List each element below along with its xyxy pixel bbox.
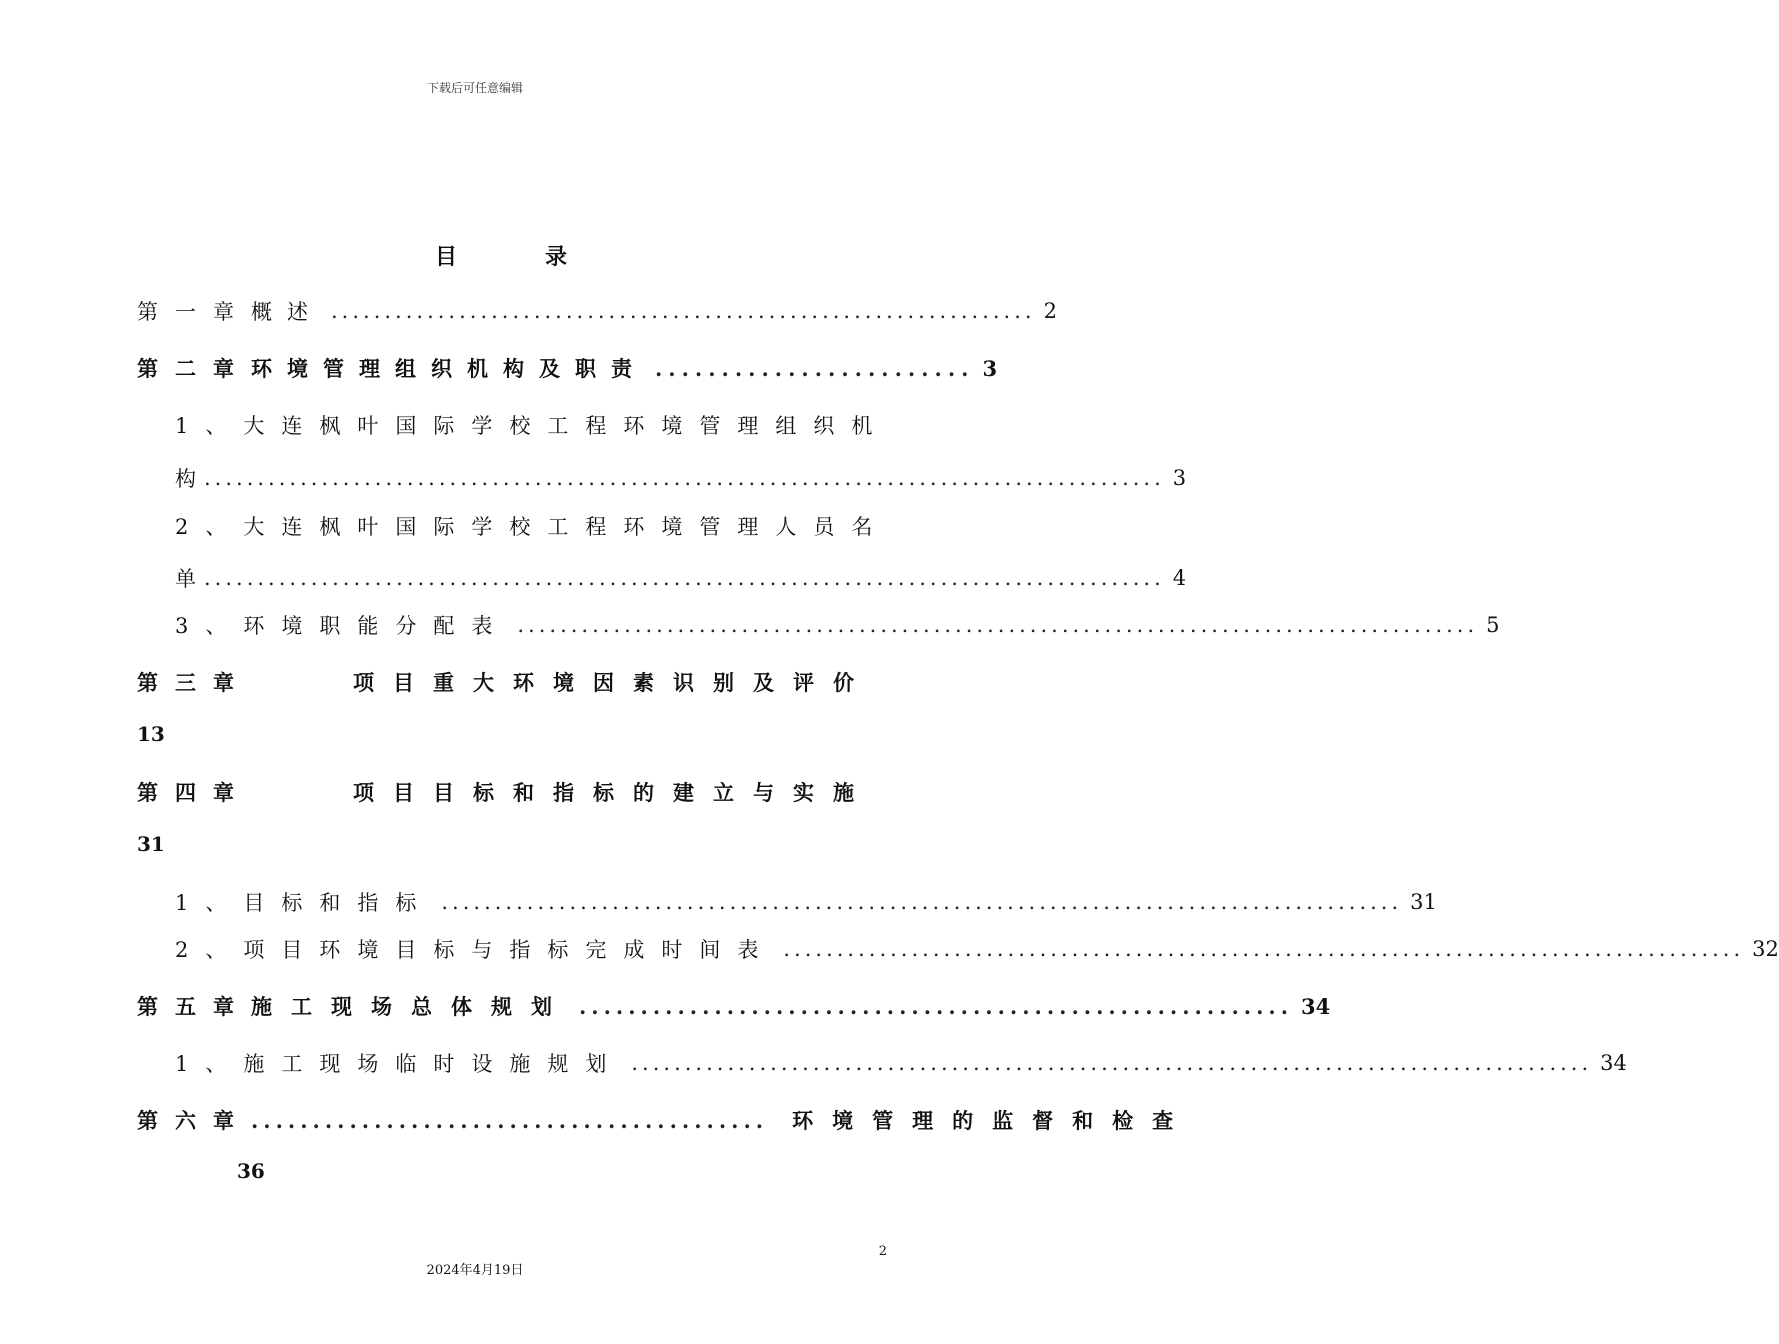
section-title: 1、施工现场临时设施规划 (175, 1052, 624, 1076)
toc-title (435, 240, 567, 271)
leader-dots: .......................................................................................... (631, 1051, 1593, 1075)
page-ref: 36 (237, 1159, 265, 1183)
leader-dots: ........................ (655, 355, 975, 381)
page-ref: 31 (1410, 890, 1437, 914)
leader-dots: .......................................................... (579, 993, 1294, 1019)
leader-dots: .......................................................................................... (441, 890, 1403, 914)
toc-entry-2-1-cont[interactable] (175, 461, 1187, 495)
leader-dots: .......................................................................................... (783, 937, 1745, 961)
leader-dots: .......................................................................................... (204, 466, 1165, 490)
page-ref: 5 (1486, 613, 1500, 637)
section-title: 1、大连枫叶国际学校工程环境管理组织机 (175, 414, 890, 438)
section-title-cont: 构 (175, 467, 196, 491)
chapter-title: 环境管理组织机构及职责 (251, 356, 647, 381)
toc-entry-ch6[interactable] (137, 1103, 1193, 1137)
page-ref: 34 (1301, 993, 1331, 1019)
page-ref: 13 (137, 722, 165, 746)
chapter-title: 施工现场总体规划 (251, 994, 571, 1019)
leader-dots: .......................................................................................... (517, 613, 1479, 637)
toc-entry-5-1[interactable] (175, 1046, 1627, 1080)
leader-dots: .......................................................................................... (204, 566, 1165, 590)
page-ref: 34 (1600, 1051, 1627, 1075)
page-ref: 32 (1752, 937, 1779, 961)
toc-entry-4-2[interactable] (175, 932, 1779, 966)
leader-dots: .................................................................. (331, 299, 1036, 323)
toc-entry-4-1[interactable] (175, 885, 1437, 919)
chapter-title: 项目目标和指标的建立与实施 (353, 780, 873, 805)
section-title: 1、目标和指标 (175, 891, 434, 915)
toc-entry-2-1[interactable] (175, 408, 890, 442)
toc-entry-ch2[interactable] (137, 351, 998, 385)
page-number: 2 (878, 1244, 887, 1259)
chapter-number: 第二章 (137, 356, 251, 381)
chapter-title: 项目重大环境因素识别及评价 (353, 670, 873, 695)
toc-title-char-2: 录 (545, 244, 568, 270)
page-ref: 4 (1172, 566, 1187, 590)
toc-entry-ch5[interactable] (137, 989, 1331, 1023)
section-title-cont: 单 (175, 567, 196, 591)
page-ref: 3 (982, 355, 998, 381)
chapter-title: 概述 (251, 300, 323, 324)
chapter-number: 第四章 (137, 780, 251, 805)
section-title: 2、项目环境目标与指标完成时间表 (175, 938, 776, 962)
toc-entry-2-3[interactable] (175, 608, 1500, 642)
chapter-number: 第一章 (137, 300, 251, 324)
toc-entry-ch4[interactable] (137, 775, 873, 809)
header-note: 下载后可任意编辑 (426, 81, 523, 95)
section-title: 2、大连枫叶国际学校工程环境管理人员名 (175, 515, 890, 539)
toc-entry-2-2[interactable] (175, 509, 890, 543)
chapter-number: 第三章 (137, 670, 251, 695)
footer-date: 2024年4月19日 (426, 1263, 524, 1278)
page-ref: 3 (1172, 466, 1187, 490)
chapter-number: 第六章 (137, 1108, 251, 1133)
page-ref: 2 (1043, 299, 1057, 323)
leader-dots: .......................................... (251, 1107, 769, 1133)
toc-entry-2-2-cont[interactable] (175, 561, 1187, 595)
toc-entry-ch3[interactable] (137, 665, 873, 699)
section-title: 3、环境职能分配表 (175, 614, 510, 638)
page-ref: 31 (137, 832, 165, 856)
chapter-number: 第五章 (137, 994, 251, 1019)
toc-title-char-1: 目 (435, 244, 458, 270)
chapter-title: 环境管理的监督和检查 (792, 1108, 1193, 1133)
toc-entry-ch1[interactable] (137, 294, 1057, 328)
